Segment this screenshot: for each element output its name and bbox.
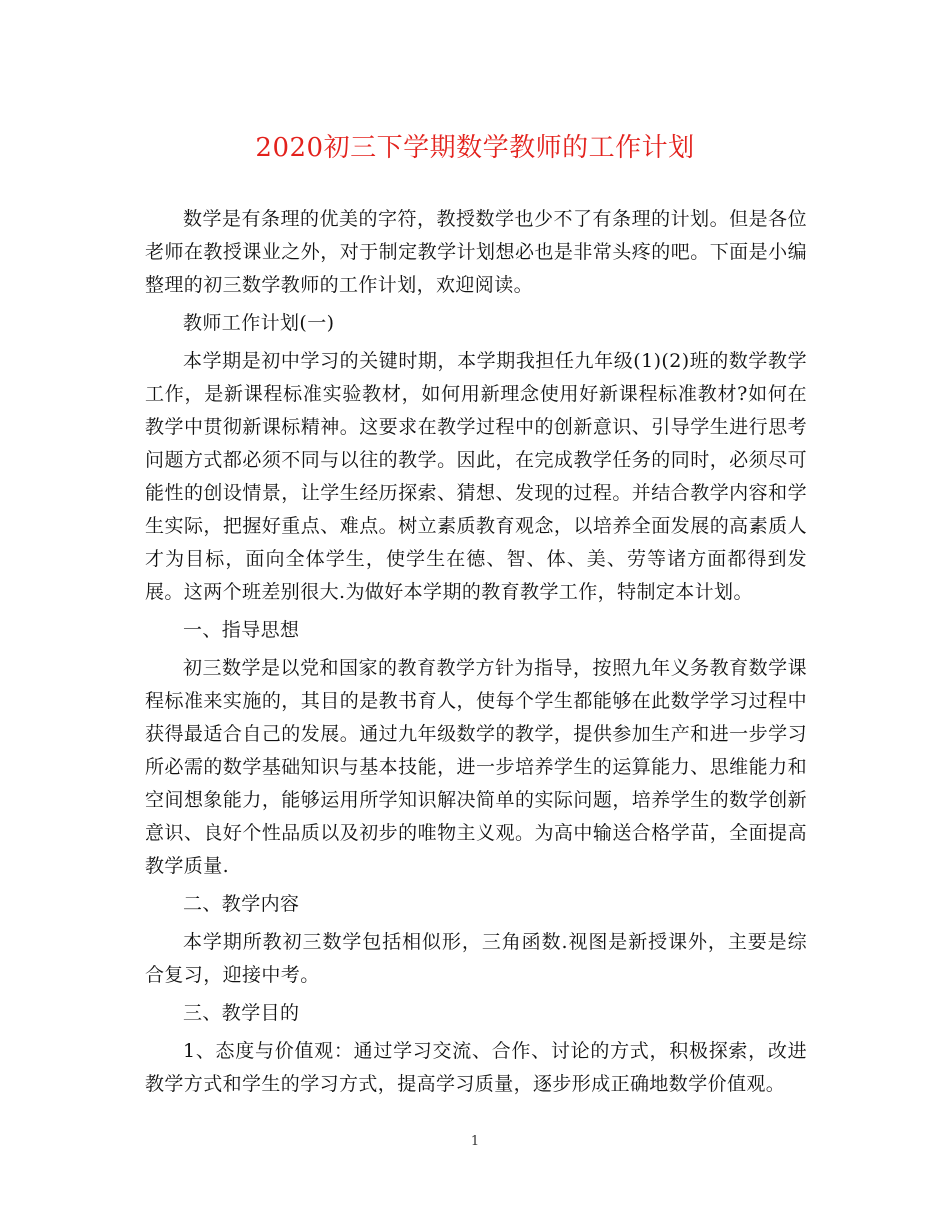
page-number: 1 <box>470 1134 480 1149</box>
paragraph-heading-plan-one: 教师工作计划(一) <box>183 312 335 334</box>
paragraph-teaching-content: 本学期所教初三数学包括相似形，三角函数.视图是新授课外，主要是综合复习，迎接中考。 <box>145 931 807 986</box>
document-title: 2020初三下学期数学教师的工作计划 <box>255 133 695 163</box>
paragraph-heading-teaching-goals: 三、教学目的 <box>183 1002 300 1024</box>
paragraph-semester-overview: 本学期是初中学习的关键时期，本学期我担任九年级(1)(2)班的数学教学工作，是新课程标准实验教材，如何用新理念使用好新课程标准教材?如何在教学中贯彻新课标精神。这要求在教学过程中的创新意识、引导学生进行思考问题方式都必须不同与以往的教学。因此，在完成教学任务的同时，必须尽可能性的创设情景，让学生经历探索、猜想、发现的过程。并结合教学内容和学生实际，把握好重点、难点。树立素质教育观念，以培养全面发展的高素质人才为目标，面向全体学生，使学生在德、智、体、美、劳等诸方面都得到发展。这两个班差别很大.为做好本学期的教育教学工作，特制定本计划。 <box>145 350 807 603</box>
paragraph-guiding-ideology: 初三数学是以党和国家的教育教学方针为指导，按照九年义务教育数学课程标准来实施的，其目的是教书育人，使每个学生都能够在此数学学习过程中获得最适合自己的发展。通过九年级数学的教学，提供参加生产和进一步学习所必需的数学基础知识与基本技能，进一步培养学生的运算能力、思维能力和空间想象能力，能够运用所学知识解决简单的实际问题，培养学生的数学创新意识、良好个性品质以及初步的唯物主义观。为高中输送合格学苗，全面提高教学质量. <box>145 657 807 877</box>
paragraph-heading-guiding-ideology: 一、指导思想 <box>183 619 300 641</box>
paragraph-intro: 数学是有条理的优美的字符，教授数学也少不了有条理的计划。但是各位老师在教授课业之外，对于制定教学计划想必也是非常头疼的吧。下面是小编整理的初三数学教师的工作计划，欢迎阅读。 <box>145 208 807 296</box>
paragraph-goal-attitude: 1、态度与价值观：通过学习交流、合作、讨论的方式，积极探索，改进教学方式和学生的学习方式，提高学习质量，逐步形成正确地数学价值观。 <box>145 1040 807 1095</box>
paragraph-heading-teaching-content: 二、教学内容 <box>183 893 300 915</box>
document-body <box>145 203 807 1106</box>
